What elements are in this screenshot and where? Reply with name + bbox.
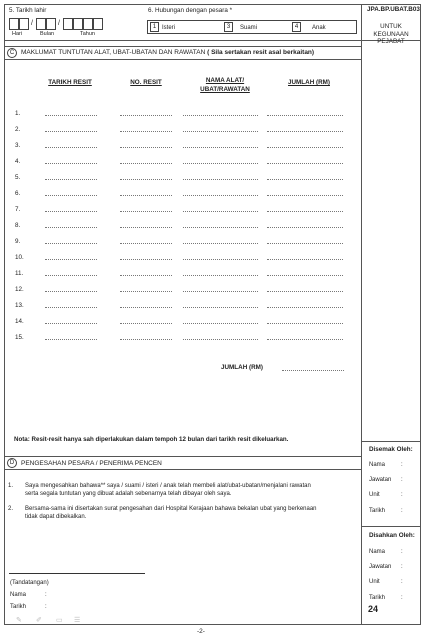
amount-field[interactable] xyxy=(267,195,343,196)
signer-name-colon: : xyxy=(45,592,47,598)
total-amount-field[interactable] xyxy=(282,370,344,371)
checked-by-title: Disemak Oleh: xyxy=(369,446,413,453)
verified-by-title: Disahkan Oleh: xyxy=(369,532,415,539)
checked-unit-colon: : xyxy=(401,492,403,498)
verified-date-colon: : xyxy=(401,595,403,601)
receipt-number-field[interactable] xyxy=(120,323,172,324)
signer-date-label: Tarikh xyxy=(10,604,27,610)
receipt-date-field[interactable] xyxy=(45,227,97,228)
checked-name-colon: : xyxy=(401,462,403,468)
amount-field[interactable] xyxy=(267,131,343,132)
verified-date-label: Tarikh xyxy=(369,595,386,601)
amount-field[interactable] xyxy=(267,147,343,148)
relationship-label: 6. Hubungan dengan pesara * xyxy=(148,7,233,14)
signer-date-colon: : xyxy=(45,604,47,610)
verified-name-label: Nama xyxy=(369,549,386,555)
verified-unit-colon: : xyxy=(401,579,403,585)
verified-name-colon: : xyxy=(401,549,403,555)
item-name-field[interactable] xyxy=(183,115,258,116)
checked-unit-label: Unit xyxy=(369,492,380,498)
receipt-date-field[interactable] xyxy=(45,323,97,324)
pen-icon[interactable]: ✐ xyxy=(36,617,42,624)
row-number: 15. xyxy=(15,334,24,341)
item-name-field[interactable] xyxy=(183,211,258,212)
receipt-date-field[interactable] xyxy=(45,243,97,244)
receipt-number-field[interactable] xyxy=(120,115,172,116)
column-header-receipt-date: TARIKH RESIT xyxy=(48,79,92,86)
receipt-date-field[interactable] xyxy=(45,179,97,180)
row-number: 8. xyxy=(15,222,21,229)
checked-by-divider xyxy=(361,441,421,442)
box-icon[interactable]: ▭ xyxy=(56,617,63,624)
receipt-number-field[interactable] xyxy=(120,291,172,292)
signature-line[interactable] xyxy=(9,573,145,574)
checked-name-label: Nama xyxy=(369,462,386,468)
row-number: 3. xyxy=(15,142,21,149)
column-header-item-name: NAMA ALAT/ UBAT/RAWATAN xyxy=(200,77,250,93)
birth-date-day-1[interactable] xyxy=(9,18,19,30)
item-name-field[interactable] xyxy=(183,163,258,164)
birth-date-year-2[interactable] xyxy=(73,18,83,30)
birth-date-year-3[interactable] xyxy=(83,18,93,30)
receipt-date-field[interactable] xyxy=(45,131,97,132)
receipt-number-field[interactable] xyxy=(120,259,172,260)
receipt-number-field[interactable] xyxy=(120,275,172,276)
row-number: 13. xyxy=(15,302,24,309)
column-header-amount: JUMLAH (RM) xyxy=(288,79,330,86)
birth-date-year-caption: Tahun xyxy=(80,31,95,37)
amount-field[interactable] xyxy=(267,259,343,260)
declaration-2-line-1: Bersama-sama ini disertakan surat pengesahan dari Hospital Kerajaan bahawa bekalan ubat yang berkenaan xyxy=(25,506,317,512)
birth-date-day-caption: Hari xyxy=(12,31,23,37)
amount-field[interactable] xyxy=(267,275,343,276)
item-name-field[interactable] xyxy=(183,147,258,148)
receipt-number-field[interactable] xyxy=(120,227,172,228)
section-c-marker: C xyxy=(7,48,17,58)
item-name-field[interactable] xyxy=(183,195,258,196)
item-name-field[interactable] xyxy=(183,179,258,180)
row-number: 4. xyxy=(15,158,21,165)
row-number: 12. xyxy=(15,286,24,293)
declaration-1-line-2: serta segala tuntutan yang dibuat adalah sebenarnya telah dibayar oleh saya. xyxy=(25,491,232,497)
amount-field[interactable] xyxy=(267,307,343,308)
row-number: 14. xyxy=(15,318,24,325)
declaration-1-number: 1. xyxy=(8,483,14,489)
receipt-number-field[interactable] xyxy=(120,195,172,196)
checked-position-colon: : xyxy=(401,477,403,483)
checked-date-label: Tarikh xyxy=(369,508,386,514)
signer-name-label: Nama xyxy=(10,592,27,598)
amount-field[interactable] xyxy=(267,227,343,228)
verified-by-divider xyxy=(361,526,421,527)
form-code: JPA.BP.UBAT.B03 xyxy=(367,6,420,13)
page-number: -2- xyxy=(197,628,205,635)
amount-field[interactable] xyxy=(267,179,343,180)
receipt-number-field[interactable] xyxy=(120,243,172,244)
relationship-code-1[interactable]: 1 xyxy=(150,22,159,32)
relationship-label-suami: Suami xyxy=(240,25,258,31)
office-use-label: UNTUK KEGUNAAN PEJABAT xyxy=(373,23,409,46)
relationship-label-isteri: Isteri xyxy=(162,25,176,31)
amount-field[interactable] xyxy=(267,163,343,164)
form-frame xyxy=(4,4,421,625)
birth-date-label: 5. Tarikh lahir xyxy=(9,7,47,14)
birth-date-year-1[interactable] xyxy=(63,18,73,30)
receipt-date-field[interactable] xyxy=(45,275,97,276)
relationship-code-3[interactable]: 3 xyxy=(224,22,233,32)
receipt-date-field[interactable] xyxy=(45,291,97,292)
section-d-title: PENGESAHAN PESARA / PENERIMA PENCEN xyxy=(21,460,162,467)
row-number: 10. xyxy=(15,254,24,261)
birth-date-month-1[interactable] xyxy=(36,18,46,30)
right-column-divider xyxy=(361,4,362,625)
section-c-title-main: MAKLUMAT TUNTUTAN ALAT, UBAT-UBATAN DAN RAWATAN xyxy=(21,49,206,56)
row-number: 7. xyxy=(15,206,21,213)
birth-date-sep-2: / xyxy=(58,20,60,27)
item-name-field[interactable] xyxy=(183,307,258,308)
pencil-icon[interactable]: ✎ xyxy=(16,617,22,624)
receipt-number-field[interactable] xyxy=(120,163,172,164)
receipt-number-field[interactable] xyxy=(120,339,172,340)
row-number: 9. xyxy=(15,238,21,245)
header-divider xyxy=(4,40,361,41)
row-number: 2. xyxy=(15,126,21,133)
row-number: 11. xyxy=(15,270,24,277)
receipt-date-field[interactable] xyxy=(45,339,97,340)
birth-date-year-4[interactable] xyxy=(93,18,103,30)
receipt-number-field[interactable] xyxy=(120,307,172,308)
declaration-2-number: 2. xyxy=(8,506,14,512)
column-header-receipt-number: NO. RESIT xyxy=(130,79,162,86)
item-name-field[interactable] xyxy=(183,259,258,260)
row-number: 5. xyxy=(15,174,21,181)
verified-position-colon: : xyxy=(401,564,403,570)
receipt-number-field[interactable] xyxy=(120,179,172,180)
amount-field[interactable] xyxy=(267,211,343,212)
birth-date-month-2[interactable] xyxy=(46,18,56,30)
verified-unit-label: Unit xyxy=(369,579,380,585)
birth-date-day-2[interactable] xyxy=(19,18,29,30)
item-name-field[interactable] xyxy=(183,243,258,244)
receipt-date-field[interactable] xyxy=(45,307,97,308)
receipt-number-field[interactable] xyxy=(120,131,172,132)
section-c-title xyxy=(21,50,314,57)
declaration-2-line-2: tidak dapat dibekalkan. xyxy=(25,514,87,520)
row-number: 1. xyxy=(15,110,21,117)
section-c-title-note: ( Sila sertakan resit asal berkaitan) xyxy=(207,49,315,56)
amount-field[interactable] xyxy=(267,243,343,244)
receipt-date-field[interactable] xyxy=(45,147,97,148)
item-name-field[interactable] xyxy=(183,275,258,276)
menu-icon[interactable]: ☰ xyxy=(74,617,81,624)
receipt-date-field[interactable] xyxy=(45,115,97,116)
receipt-date-field[interactable] xyxy=(45,163,97,164)
item-name-field[interactable] xyxy=(183,131,258,132)
declaration-1-line-1: Saya mengesahkan bahawa** saya / suami / isteri / anak telah membeli alat/ubat-ubatan/menjalani rawatan xyxy=(25,483,311,489)
item-name-field[interactable] xyxy=(183,291,258,292)
item-name-field[interactable] xyxy=(183,323,258,324)
relationship-label-anak: Anak xyxy=(312,25,326,31)
receipt-date-field[interactable] xyxy=(45,195,97,196)
birth-date-month-caption: Bulan xyxy=(40,31,55,37)
relationship-code-4[interactable]: 4 xyxy=(292,22,301,32)
receipt-date-field[interactable] xyxy=(45,259,97,260)
receipt-number-field[interactable] xyxy=(120,147,172,148)
receipt-validity-note: Nota: Resit-resit hanya sah diperlakukan dalam tempoh 12 bulan dari tarikh resit dikeluarkan. xyxy=(14,436,289,443)
receipt-number-field[interactable] xyxy=(120,211,172,212)
receipt-date-field[interactable] xyxy=(45,211,97,212)
verified-position-label: Jawatan xyxy=(369,564,392,570)
birth-date-sep-1: / xyxy=(31,20,33,27)
amount-field[interactable] xyxy=(267,115,343,116)
section-d-marker: D xyxy=(7,458,17,468)
checked-date-colon: : xyxy=(401,508,403,514)
checked-position-label: Jawatan xyxy=(369,477,392,483)
amount-field[interactable] xyxy=(267,339,343,340)
amount-field[interactable] xyxy=(267,291,343,292)
item-name-field[interactable] xyxy=(183,227,258,228)
row-number: 6. xyxy=(15,190,21,197)
signature-label: (Tandatangan) xyxy=(10,580,49,586)
total-label: JUMLAH (RM) xyxy=(221,364,263,371)
amount-field[interactable] xyxy=(267,323,343,324)
item-name-field[interactable] xyxy=(183,339,258,340)
form-sequence-number: 24 xyxy=(368,604,379,614)
